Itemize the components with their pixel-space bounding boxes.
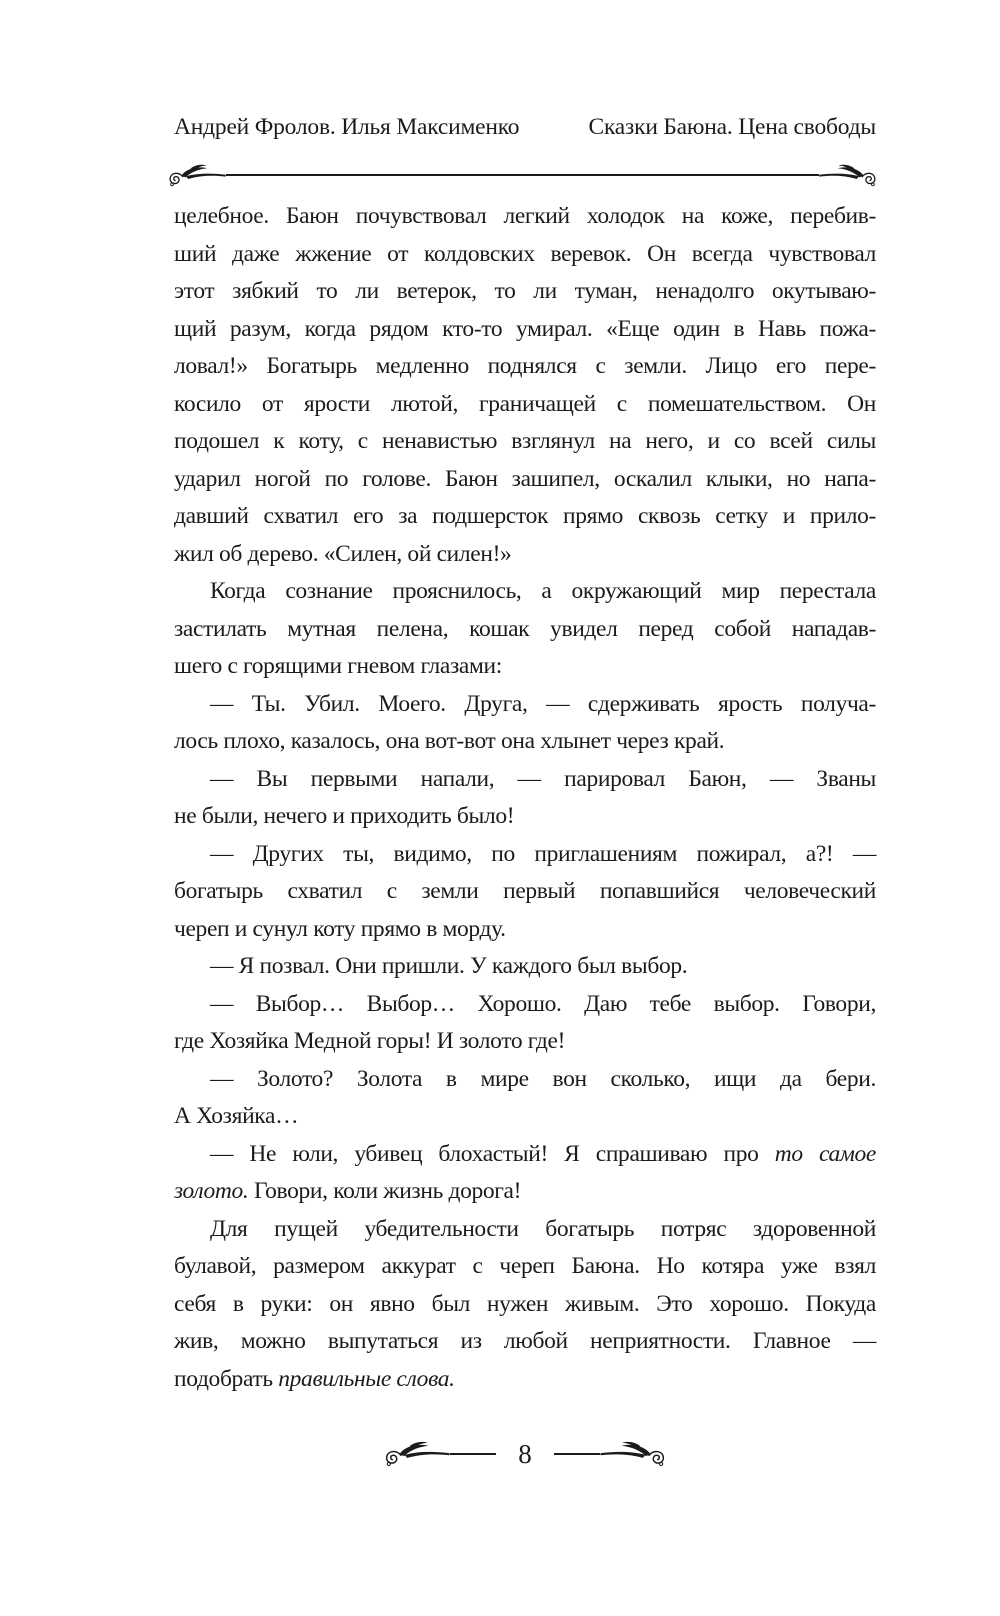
text-line: — Я позвал. Они пришли. У каждого был выбор. bbox=[210, 953, 688, 979]
header-divider bbox=[168, 157, 877, 193]
footer-flourish-left-icon bbox=[384, 1441, 450, 1467]
text-line: лось плохо, казалось, она вот-вот она хлынет через край. bbox=[174, 728, 725, 754]
footer-line-left bbox=[450, 1453, 496, 1455]
text-line: целебное. Баюн почувствовал легкий холодок на коже, перебив- bbox=[174, 203, 876, 229]
text-line: жил об дерево. «Силен, ой силен!» bbox=[174, 540, 512, 567]
text-line: А Хозяйка… bbox=[174, 1103, 299, 1129]
text-line: ший даже жжение от колдовских веревок. Он всегда чувствовал bbox=[174, 240, 876, 267]
text-line: — Вы первыми напали, — парировал Баюн, — Званы bbox=[210, 765, 876, 792]
text-line: где Хозяйка Медной горы! И золото где! bbox=[174, 1028, 566, 1054]
text-line: Когда сознание прояснилось, а окружающий мир перестала bbox=[210, 578, 876, 604]
footer-flourish-right-icon bbox=[600, 1441, 666, 1467]
text-line: — Золото? Золота в мире вон сколько, ищи да бери. bbox=[210, 1065, 876, 1092]
text-line: ловал!» Богатырь медленно поднялся с земли. Лицо его пере- bbox=[174, 353, 876, 379]
divider-line bbox=[226, 174, 819, 176]
text-line: жив, можно выпутаться из любой неприятности. Главное — bbox=[174, 1328, 876, 1354]
text-line: ударил ногой по голове. Баюн зашипел, оскалил клыки, но напа- bbox=[174, 465, 876, 492]
flourish-right-icon bbox=[819, 164, 877, 187]
text-line: этот зябкий то ли ветерок, то ли туман, ненадолго окутываю- bbox=[174, 278, 876, 304]
text-line: — Выбор… Выбор… Хорошо. Даю тебе выбор. Говори, bbox=[210, 990, 876, 1017]
text-line: не были, нечего и приходить было! bbox=[174, 803, 515, 829]
text-line: себя в руки: он явно был нужен живым. Это хорошо. Покуда bbox=[174, 1290, 876, 1317]
text-line: подобрать правильные слова. bbox=[174, 1365, 455, 1392]
text-line: золото. Говори, коли жизнь дорога! bbox=[174, 1178, 522, 1204]
text-line: щий разум, когда рядом кто-то умирал. «Еще один в Навь пожа- bbox=[174, 315, 876, 342]
footer-line-right bbox=[554, 1453, 600, 1455]
text-line: — Других ты, видимо, по приглашениям пожирал, а?! — bbox=[210, 840, 876, 867]
text-line: шего с горящими гневом глазами: bbox=[174, 653, 502, 679]
book-title-text: Сказки Баюна. Цена свободы bbox=[588, 114, 876, 140]
page-footer bbox=[174, 1432, 876, 1476]
text-line: — Не юли, убивец блохастый! Я спрашиваю про то самое bbox=[210, 1140, 876, 1167]
authors-text: Андрей Фролов. Илья Максименко bbox=[174, 114, 520, 140]
text-line: булавой, размером аккурат с череп Баюна. Но котяра уже взял bbox=[174, 1253, 876, 1279]
text-line: давший схватил его за подшерсток прямо сквозь сетку и прило- bbox=[174, 503, 876, 529]
text-line: подошел к коту, с ненавистью взглянул на него, и со всей силы bbox=[174, 428, 876, 454]
text-line: косило от ярости лютой, граничащей с помешательством. Он bbox=[174, 390, 876, 417]
text-line: — Ты. Убил. Моего. Друга, — сдерживать ярость получа- bbox=[210, 690, 876, 717]
running-head bbox=[174, 114, 876, 141]
body-text bbox=[174, 198, 876, 1398]
text-line: застилать мутная пелена, кошак увидел перед собой нападав- bbox=[174, 615, 876, 642]
text-line: богатырь схватил с земли первый попавшийся человеческий bbox=[174, 878, 876, 904]
page-number: 8 bbox=[518, 1439, 532, 1469]
text-line: Для пущей убедительности богатырь потряс здоровенной bbox=[210, 1215, 876, 1242]
text-line: череп и сунул коту прямо в морду. bbox=[174, 915, 506, 942]
flourish-left-icon bbox=[168, 164, 226, 187]
